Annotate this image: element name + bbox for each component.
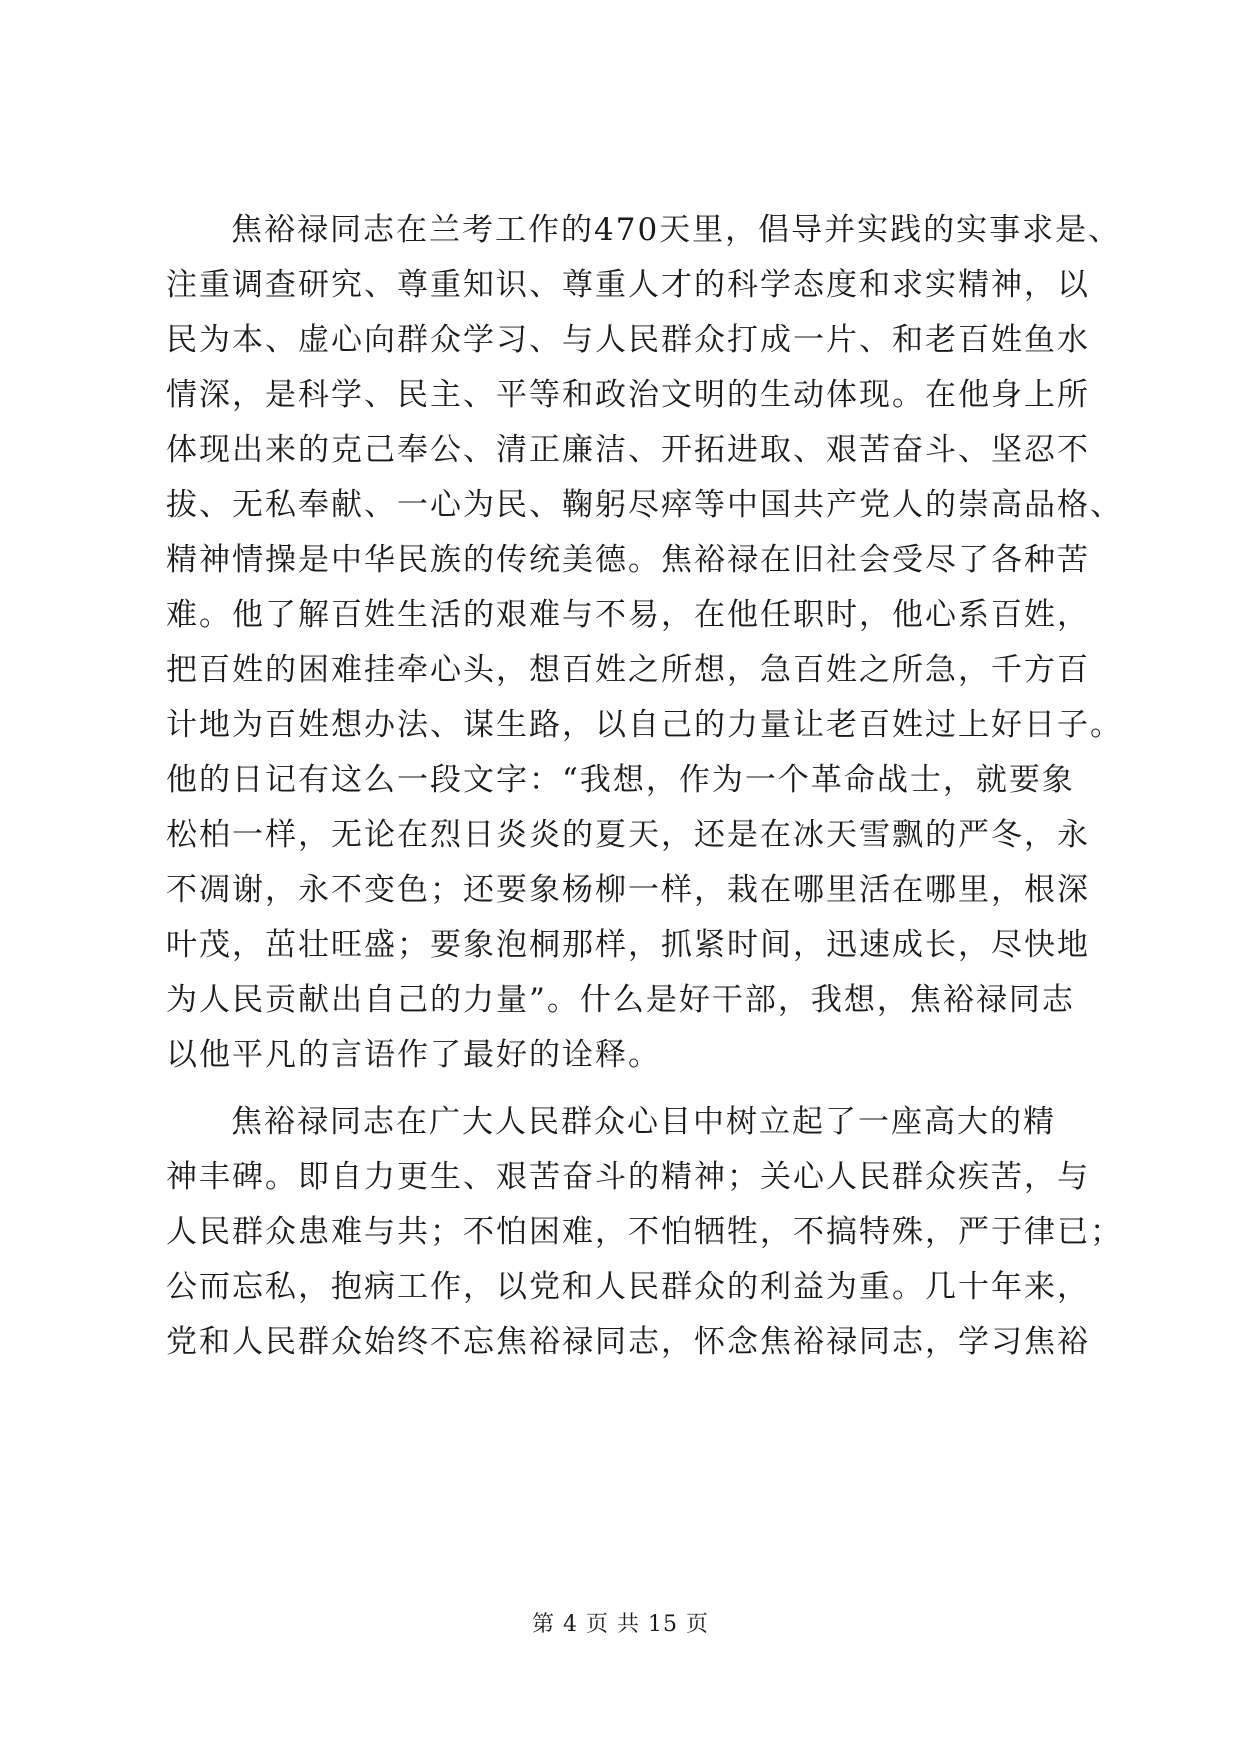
- text-line: 焦裕禄同志在广大人民群众心目中树立起了一座高大的精: [231, 1104, 1056, 1140]
- text-line: 不凋谢，永不变色；还要象杨柳一样，栽在哪里活在哪里，根深: [166, 872, 1090, 908]
- page-number-footer: 第 4 页 共 15 页: [532, 1612, 709, 1637]
- text-line: 他的日记有这么一段文字：“我想，作为一个革命战士，就要象: [166, 762, 1075, 798]
- text-line: 计地为百姓想办法、谋生路，以自己的力量让老百姓过上好日子。: [166, 707, 1123, 743]
- text-line: 难。他了解百姓生活的艰难与不易，在他任职时，他心系百姓，: [166, 597, 1090, 633]
- text-line: 把百姓的困难挂牵心头，想百姓之所想，急百姓之所急，千方百: [166, 652, 1090, 688]
- text-line: 精神情操是中华民族的传统美德。焦裕禄在旧社会受尽了各种苦: [166, 542, 1090, 578]
- text-line: 人民群众患难与共；不怕困难，不怕牺牲，不搞特殊，严于律已；: [166, 1214, 1123, 1250]
- text-line: 松柏一样，无论在烈日炎炎的夏天，还是在冰天雪飘的严冬，永: [166, 817, 1090, 853]
- text-line: 拔、无私奉献、一心为民、鞠躬尽瘁等中国共产党人的崇高品格、: [166, 487, 1123, 523]
- text-line: 民为本、虚心向群众学习、与人民群众打成一片、和老百姓鱼水: [166, 322, 1090, 358]
- text-line: 党和人民群众始终不忘焦裕禄同志，怀念焦裕禄同志，学习焦裕: [166, 1324, 1090, 1360]
- text-line: 注重调查研究、尊重知识、尊重人才的科学态度和求实精神，以: [166, 267, 1090, 303]
- text-line: 以他平凡的言语作了最好的诠释。: [166, 1037, 661, 1073]
- text-line: 神丰碑。即自力更生、艰苦奋斗的精神；关心人民群众疾苦，与: [166, 1159, 1090, 1195]
- text-line: 公而忘私，抱病工作，以党和人民群众的利益为重。几十年来，: [166, 1269, 1090, 1305]
- text-line: 为人民贡献出自己的力量”。什么是好干部，我想，焦裕禄同志: [166, 982, 1075, 1018]
- text-line: 情深，是科学、民主、平等和政治文明的生动体现。在他身上所: [166, 377, 1090, 413]
- text-line: 体现出来的克己奉公、清正廉洁、开拓进取、艰苦奋斗、坚忍不: [166, 432, 1090, 468]
- text-line: 焦裕禄同志在兰考工作的470天里，倡导并实践的实事求是、: [231, 212, 1122, 248]
- text-line: 叶茂，茁壮旺盛；要象泡桐那样，抓紧时间，迅速成长，尽快地: [166, 927, 1090, 963]
